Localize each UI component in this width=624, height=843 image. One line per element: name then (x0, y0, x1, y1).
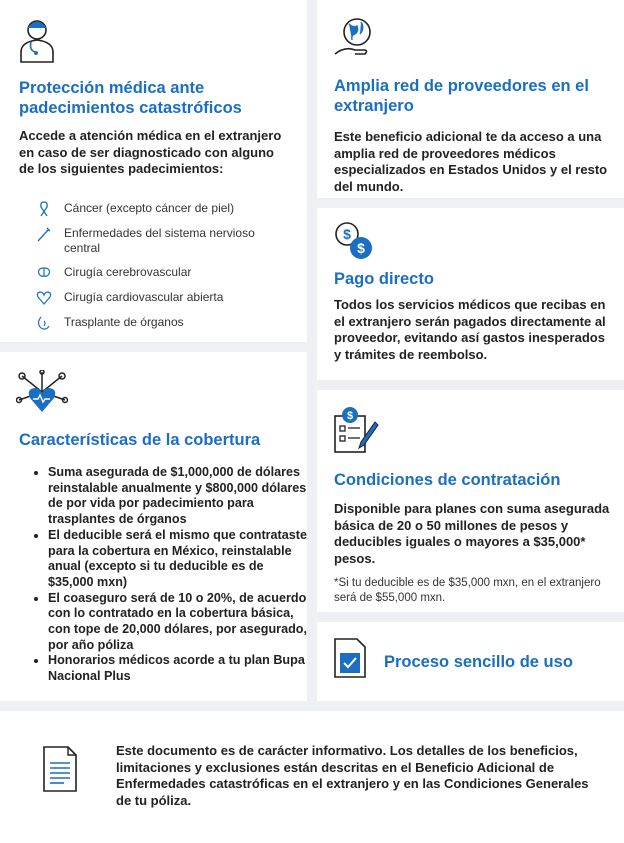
coverage-list (20, 465, 308, 685)
condition-label: Cirugía cerebrovascular (64, 265, 192, 279)
ribbon-icon (36, 201, 52, 217)
nerve-icon (36, 226, 52, 242)
list-item (36, 201, 286, 217)
organ-icon (36, 315, 52, 331)
list-item (36, 315, 286, 331)
list-item: • Suma asegurada de $1,000,000 de dólares reinstalable anualmente y $800,000 dólares de por vida por padecimiento para trasplantes de órganos (48, 465, 308, 528)
process-title: Proceso sencillo de uso (384, 653, 573, 671)
heart-icon (36, 290, 52, 306)
condition-list (36, 201, 286, 340)
heart-network-icon (16, 370, 68, 416)
dollar-coins-icon (333, 220, 377, 264)
catastrophic-body: Accede a atención médica en el extranjero en caso de ser diagnosticado con alguno de los siguientes padecimientos: (19, 128, 282, 176)
condition-label: Cirugía cardiovascular abierta (64, 290, 224, 304)
checklist-pen-icon (333, 406, 379, 454)
conditions-body: Disponible para planes con suma asegurada básica de 20 o 50 millones de pesos y deducibles iguales o mayores a $35,000* pesos. (334, 501, 610, 566)
network-title: Amplia red de proveedores en el extranjero (334, 77, 589, 115)
list-item (36, 290, 286, 306)
globe-hand-icon (333, 14, 377, 60)
network-card (317, 0, 624, 198)
catastrophic-title: Protección médica ante padecimientos catastróficos (19, 79, 242, 117)
conditions-note: *Si tu deducible es de $35,000 mxn, en el extranjero será de $55,000 mxn. (334, 577, 601, 604)
conditions-title: Condiciones de contratación (334, 471, 561, 489)
network-body: Este beneficio adicional te da acceso a una amplia red de proveedores médicos especializados en Estados Unidos y el resto del mundo. (334, 129, 608, 194)
direct-pay-title: Pago directo (334, 270, 434, 288)
svg-text:$: $ (346, 410, 354, 422)
direct-pay-card (317, 208, 624, 380)
svg-text:$: $ (343, 226, 351, 242)
list-item: • El coaseguro será de 10 o 20%, de acuerdo con lo contratado en la cobertura básica, con tope de 20,000 dólares, por asegurado, por año póliza (48, 591, 308, 654)
list-item: • Honorarios médicos acorde a tu plan Bupa Nacional Plus (48, 653, 308, 684)
process-card (317, 622, 624, 701)
checked-document-icon (333, 637, 367, 679)
document-icon (42, 745, 78, 793)
disclaimer-card (0, 711, 624, 843)
list-item: • El deducible será el mismo que contrataste para la cobertura en México, reinstalable anual (excepto si tu deducible es de $35,000 mxn) (48, 528, 308, 591)
conditions-card (317, 390, 624, 612)
brain-icon (36, 265, 52, 281)
list-item (36, 226, 286, 256)
condition-label: Trasplante de órganos (64, 315, 184, 329)
doctor-icon (18, 14, 56, 64)
condition-label: Cáncer (excepto cáncer de piel) (64, 201, 235, 215)
catastrophic-card (0, 0, 307, 342)
condition-label: Enfermedades del sistema nervioso central (64, 226, 255, 255)
disclaimer-text: Este documento es de carácter informativo. Los detalles de los beneficios, limitaciones y exclusiones están descritas en el Beneficio Adicional de Enfermedades catastróficas en el extranjero y en las Condiciones Generales de tu póliza. (116, 743, 589, 808)
coverage-title: Características de la cobertura (19, 431, 261, 449)
direct-pay-body: Todos los servicios médicos que recibas en el extranjero serán pagados directamente al proveedor, evitando así gastos inesperados y trámites de reembolso. (334, 297, 606, 362)
svg-text:$: $ (357, 240, 365, 256)
coverage-card (0, 352, 307, 701)
list-item (36, 265, 286, 281)
